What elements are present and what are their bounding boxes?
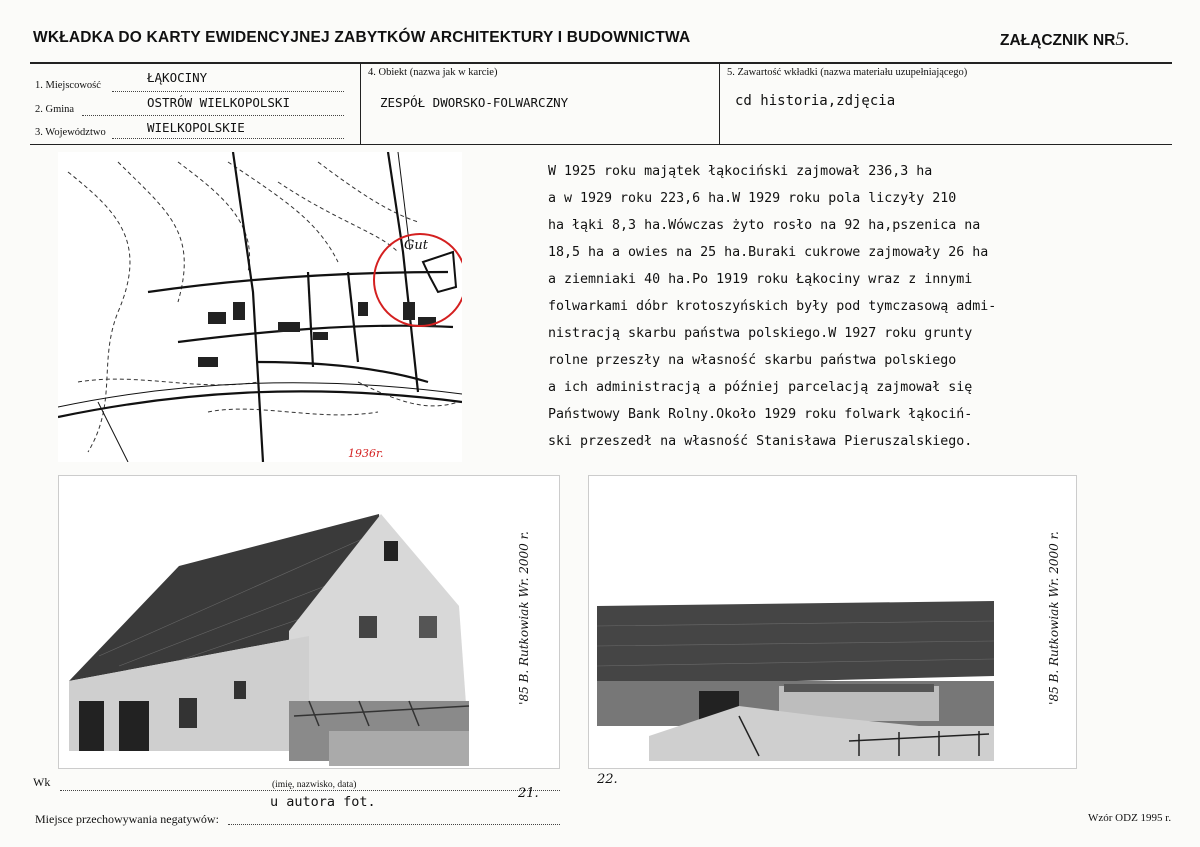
form-code: Wzór ODZ 1995 r. xyxy=(1088,812,1172,824)
locality-dots xyxy=(112,91,344,92)
photo-2-number: 22. xyxy=(597,772,618,787)
history-line: folwarkami dóbr krotoszyńskich były pod tymczasową admi- xyxy=(548,299,997,314)
object-label: 4. Obiekt (nazwa jak w karcie) xyxy=(368,67,498,78)
history-line: 18,5 ha a owies na 25 ha.Buraki cukrowe zajmowały 26 ha xyxy=(548,245,989,260)
locality-label: 1. Miejscowość xyxy=(35,80,101,91)
author-value: u autora fot. xyxy=(270,794,376,810)
top-rule xyxy=(30,62,1172,64)
photo-1-caption-wrap xyxy=(514,496,534,746)
photo-2-barn xyxy=(589,476,1076,768)
annex-number-value: 5. xyxy=(1115,29,1130,50)
photo-2-caption-wrap xyxy=(1044,496,1064,746)
history-line: a w 1929 roku 223,6 ha.W 1929 roku pola liczyły 210 xyxy=(548,191,957,206)
history-line: rolne przeszły na własność skarbu państwa polskiego xyxy=(548,353,957,368)
annex-number xyxy=(1000,29,1130,51)
photo-1-mount xyxy=(58,475,560,769)
annex-label: ZAŁĄCZNIK NR xyxy=(1000,32,1116,49)
history-line: a ich administracją a później parcelacją zajmował się xyxy=(548,380,973,395)
history-line: a ziemniaki 40 ha.Po 1919 roku Łąkociny wraz z innymi xyxy=(548,272,973,287)
commune-label: 2. Gmina xyxy=(35,104,75,115)
locality-value: ŁĄKOCINY xyxy=(147,70,208,85)
field-divider-1 xyxy=(360,62,361,145)
fields-bottom-rule xyxy=(30,144,1172,145)
history-line: ha łąki 8,3 ha.Wówczas żyto rosło na 92 ha,pszenica na xyxy=(548,218,981,233)
form-title: WKŁADKA DO KARTY EWIDENCYJNEJ ZABYTKÓW ARCHITEKTURY I BUDOWNICTWA xyxy=(33,29,691,46)
history-line: W 1925 roku majątek łąkociński zajmował 236,3 ha xyxy=(548,164,933,179)
photo-1-number: 21. xyxy=(518,786,539,801)
contents-value: cd historia,zdjęcia xyxy=(735,93,896,109)
author-dots xyxy=(60,790,560,791)
contents-label: 5. Zawartość wkładki (nazwa materiału uzupełniającego) xyxy=(727,67,968,78)
object-value: ZESPÓŁ DWORSKO-FOLWARCZNY xyxy=(380,95,569,110)
field-divider-2 xyxy=(719,62,720,145)
photo-1-barn xyxy=(59,476,559,768)
history-line: ski przeszedł na własność Stanisława Pieruszalskiego. xyxy=(548,434,973,449)
map-gut-label: Gut xyxy=(404,238,428,253)
map-year-note: 1936r. xyxy=(348,447,384,460)
photo-2-caption: '85 B. Rutkowiak Wr. 2000 r. xyxy=(1047,531,1061,705)
photo-1-caption: '85 B. Rutkowiak Wr. 2000 r. xyxy=(517,531,531,705)
negatives-dots xyxy=(228,824,560,825)
map-drawing xyxy=(58,152,462,462)
negatives-label: Miejsce przechowywania negatywów: xyxy=(35,812,219,826)
voivodeship-label: 3. Województwo xyxy=(35,127,106,138)
voivodeship-value: WIELKOPOLSKIE xyxy=(147,120,245,135)
history-line: nistracją skarbu państwa polskiego.W 1927 roku grunty xyxy=(548,326,973,341)
historical-map xyxy=(58,152,462,462)
history-text xyxy=(548,158,1108,455)
author-label-prefix: Wk xyxy=(33,775,51,789)
photo-2-mount xyxy=(588,475,1077,769)
voivodeship-dots xyxy=(112,138,344,139)
history-line: Państwowy Bank Rolny.Około 1929 roku folwark łąkociń- xyxy=(548,407,973,422)
commune-value: OSTRÓW WIELKOPOLSKI xyxy=(147,95,290,110)
author-hint: (imię, nazwisko, data) xyxy=(272,780,357,790)
commune-dots xyxy=(82,115,344,116)
